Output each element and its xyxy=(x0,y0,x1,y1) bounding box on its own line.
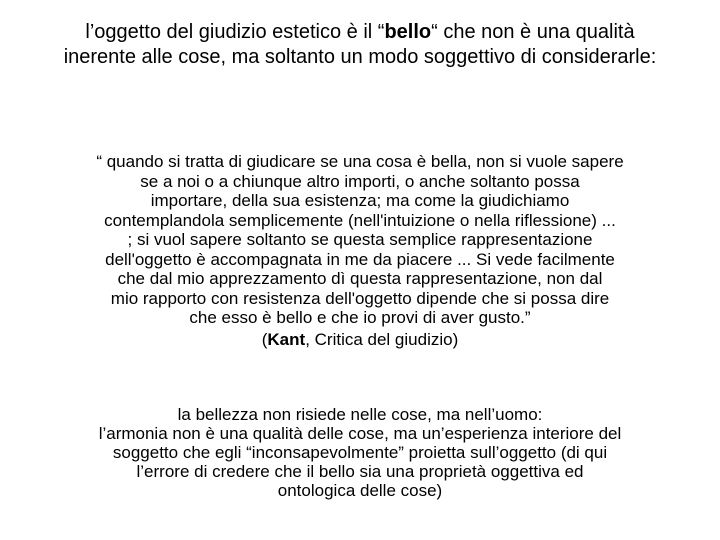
heading-paragraph xyxy=(50,20,670,70)
heading-text-part1: l’oggetto del giudizio estetico è il “ xyxy=(85,21,385,43)
closing-line: l’errore di credere che il bello sia una proprietà oggettiva ed xyxy=(136,462,584,481)
quote-line: importare, della sua esistenza; ma come la giudichiamo xyxy=(150,191,570,210)
kant-quote xyxy=(40,152,680,328)
quote-line: dell'oggetto è accompagnata in me da piacere ... Si vede facilmente xyxy=(105,249,615,269)
attribution-rest: , Critica del giudizio) xyxy=(305,330,459,349)
heading-text-part2: “ che non è una qualità inerente alle cose, ma soltanto un modo soggettivo di considerarle: xyxy=(63,21,657,68)
heading-emphasis-bello: bello xyxy=(384,21,432,43)
attribution-open: ( xyxy=(261,330,268,349)
quote-line: che esso è bello e che io provi di aver gusto.” xyxy=(189,308,531,327)
closing-line: la bellezza non risiede nelle cose, ma nell’uomo: xyxy=(177,405,543,424)
closing-line: soggetto che egli “inconsapevolmente” proietta sull’oggetto (di qui xyxy=(112,443,608,462)
closing-paragraph xyxy=(30,405,690,500)
quote-line: ; si vuol sapere soltanto se questa semplice rappresentazione xyxy=(127,230,593,249)
quote-line: “ quando si tratta di giudicare se una cosa è bella, non si vuole sapere xyxy=(96,152,624,171)
quote-line: se a noi o a chiunque altro importi, o anche soltanto possa xyxy=(140,171,580,191)
quote-attribution xyxy=(40,330,680,350)
quote-line: mio rapporto con resistenza dell'oggetto dipende che si possa dire xyxy=(110,288,610,308)
quote-line: che dal mio apprezzamento dì questa rappresentazione, non dal xyxy=(117,269,603,288)
closing-line: l’armonia non è una qualità delle cose, ma un’esperienza interiore del xyxy=(98,424,622,443)
attribution-author: Kant xyxy=(267,330,306,349)
quote-line: contemplandola semplicemente (nell'intuizione o nella riflessione) ... xyxy=(104,210,616,230)
closing-line: ontologica delle cose) xyxy=(277,481,443,500)
